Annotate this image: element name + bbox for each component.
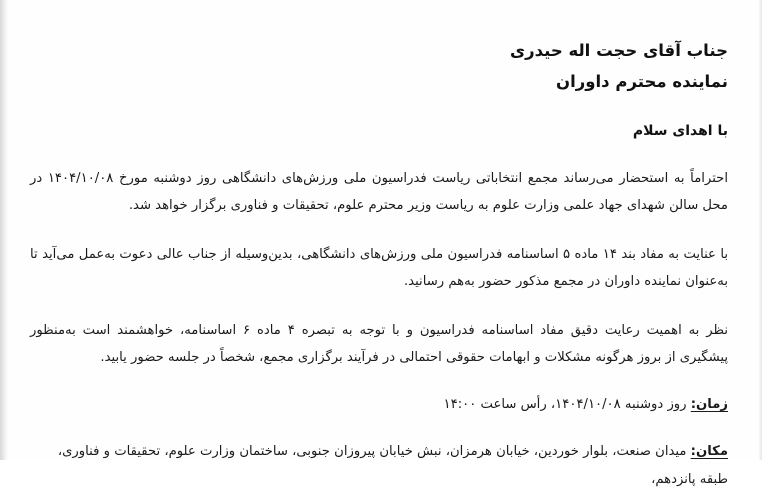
salutation-block: [30, 36, 728, 97]
salutation-line-1: جناب آقای حجت اله حیدری: [509, 41, 728, 60]
body-paragraph-1: احتراماً به استحضار می‌رساند مجمع انتخاباتی ریاست فدراسیون ملی ورزش‌های دانشگاهی روز دوشنبه مورخ ۱۴۰۴/۱۰/۰۸ در محل سالن شهدای جهاد علمی وزارت علوم به ریاست وزیر محترم علوم، تحقیقات و فناوری برگزار خواهد شد.: [30, 171, 728, 214]
greeting-line: با اهدای سلام: [632, 123, 728, 140]
detail-place: [30, 438, 728, 492]
body-paragraph-2: با عنایت به مفاد بند ۱۴ ماده ۵ اساسنامه فدراسیون ملی ورزش‌های دانشگاهی، بدین‌وسیله از جناب عالی دعوت به‌عمل می‌آید تا به‌عنوان نماینده داوران در مجمع مذکور حضور به‌هم رسانید.: [30, 247, 729, 290]
detail-time: [30, 391, 728, 418]
salutation-line-2: نماینده محترم داوران: [556, 71, 728, 91]
body-paragraph-3: نظر به اهمیت رعایت دقیق مفاد اساسنامه فدراسیون و با توجه به تبصره ۴ ماده ۶ اساسنامه، خواهشمند است به‌منظور پیشگیری از بروز هرگونه مشکلات و ابهامات حقوقی احتمالی در فرآیند برگزاری مجمع، شخصاً در جلسه حضور یابید.: [30, 323, 728, 366]
detail-place-label: مکان:: [690, 444, 728, 460]
detail-time-label: زمان:: [690, 397, 728, 413]
detail-time-value: روز دوشنبه ۱۴۰۴/۱۰/۰۸، رأس ساعت ۱۴:۰۰: [443, 397, 691, 413]
detail-place-value: میدان صنعت، بلوار خوردین، خیابان هرمزان، نبش خیابان پیروزان جنوبی، ساختمان وزارت علوم، تحقیقات و فناوری، طبقه پانزدهم،: [57, 444, 728, 487]
